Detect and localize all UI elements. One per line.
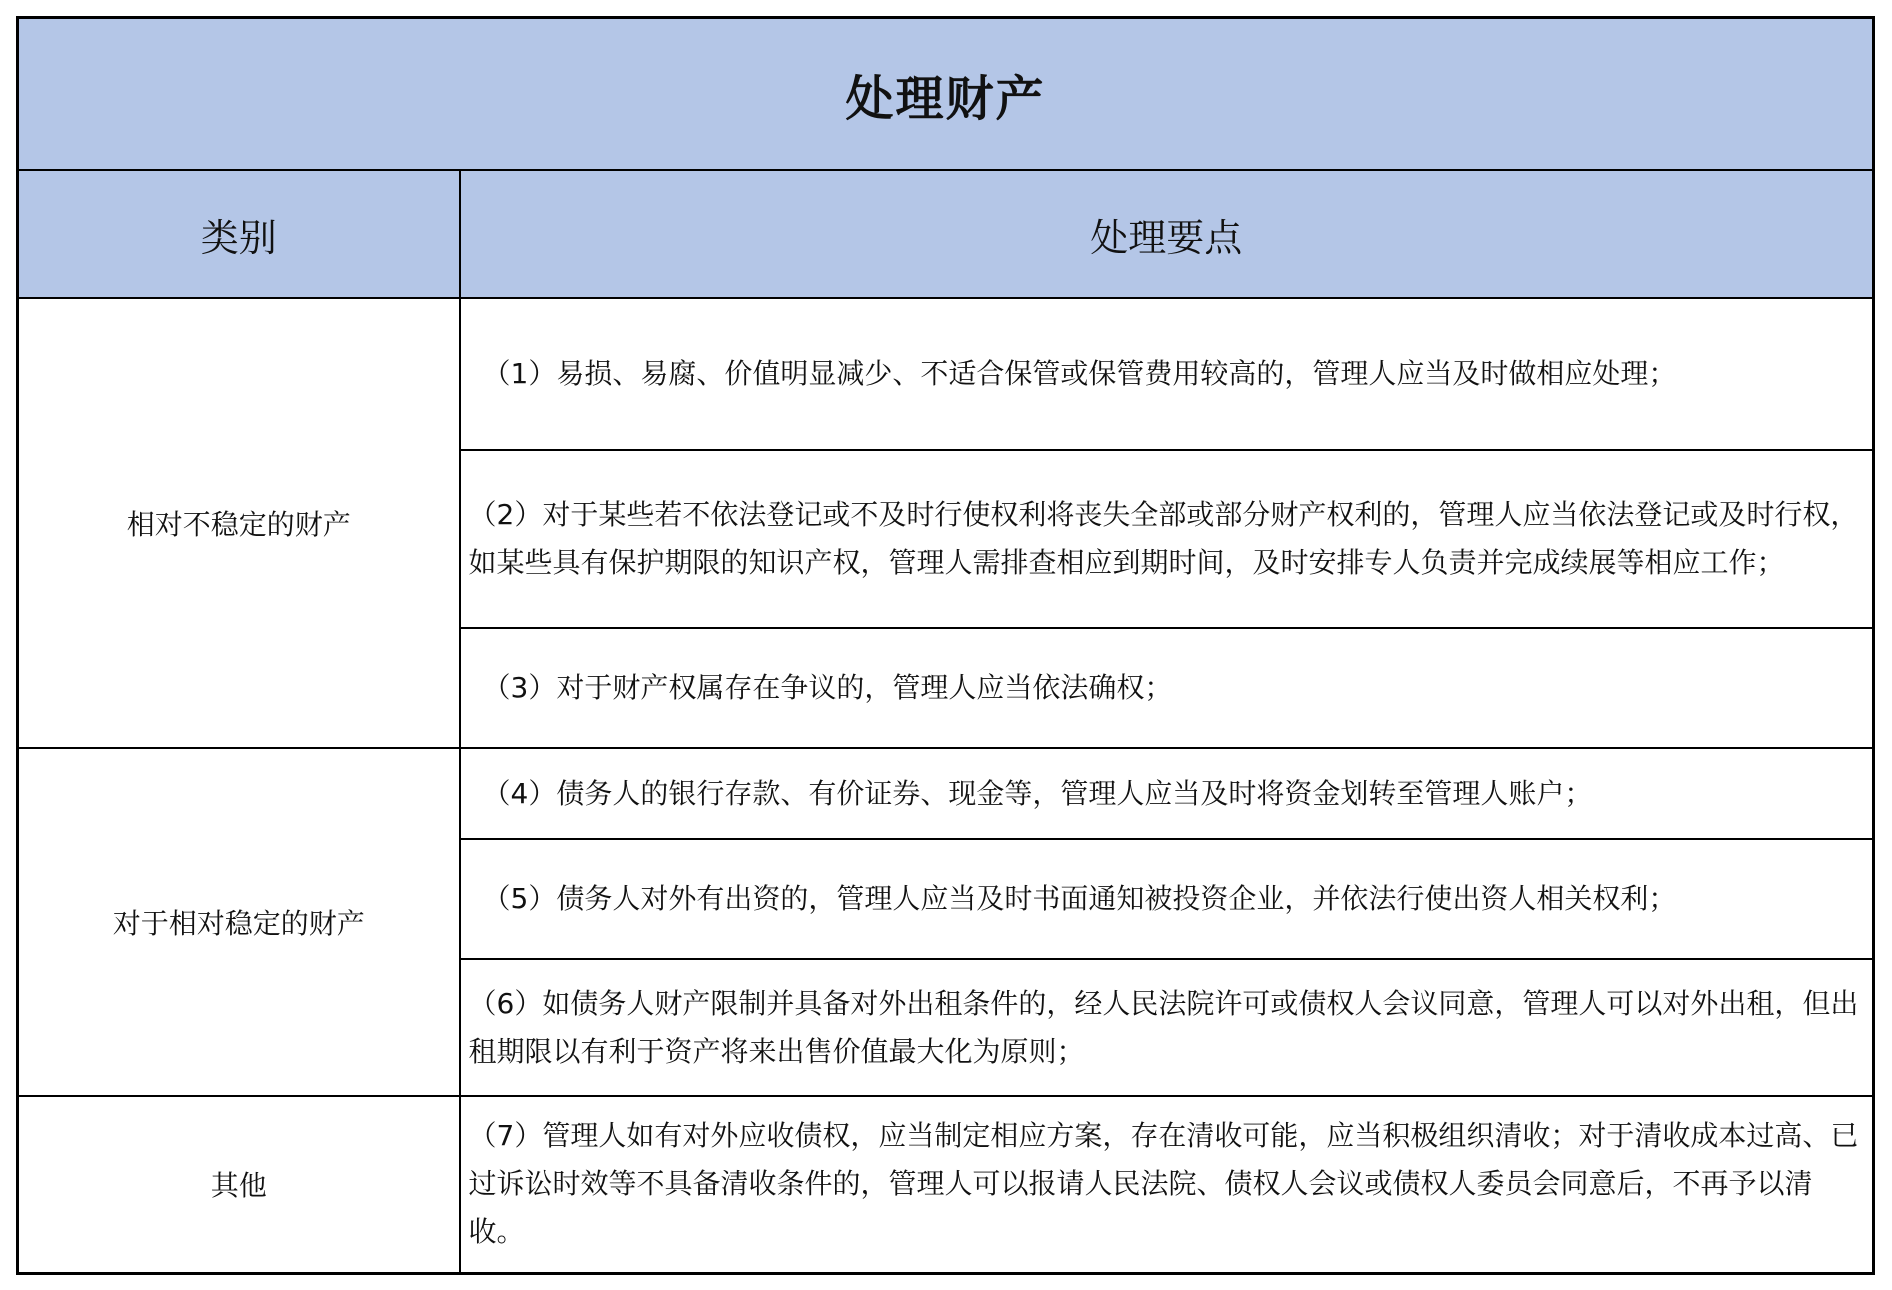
header-points: 处理要点: [460, 170, 1874, 298]
category-cell: 对于相对稳定的财产: [18, 748, 460, 1096]
point-cell: （4）债务人的银行存款、有价证券、现金等，管理人应当及时将资金划转至管理人账户；: [460, 748, 1874, 839]
point-cell: （5）债务人对外有出资的，管理人应当及时书面通知被投资企业，并依法行使出资人相关权利；: [460, 839, 1874, 959]
point-cell: （3）对于财产权属存在争议的，管理人应当依法确权；: [460, 628, 1874, 748]
point-cell: （6）如债务人财产限制并具备对外出租条件的，经人民法院许可或债权人会议同意，管理人可以对外出租，但出租期限以有利于资产将来出售价值最大化为原则；: [460, 959, 1874, 1096]
property-handling-table: [16, 16, 1875, 1275]
category-cell: 其他: [18, 1096, 460, 1273]
point-cell: （2）对于某些若不依法登记或不及时行使权利将丧失全部或部分财产权利的，管理人应当依法登记或及时行权，如某些具有保护期限的知识产权，管理人需排查相应到期时间，及时安排专人负责并完成续展等相应工作；: [460, 450, 1874, 628]
header-category: 类别: [18, 170, 460, 298]
point-cell: （1）易损、易腐、价值明显减少、不适合保管或保管费用较高的，管理人应当及时做相应处理；: [460, 298, 1874, 450]
category-cell: 相对不稳定的财产: [18, 298, 460, 748]
point-cell: （7）管理人如有对外应收债权，应当制定相应方案，存在清收可能，应当积极组织清收；对于清收成本过高、已过诉讼时效等不具备清收条件的，管理人可以报请人民法院、债权人会议或债权人委员会同意后，不再予以清收。: [460, 1096, 1874, 1273]
table-title: 处理财产: [18, 18, 1874, 171]
